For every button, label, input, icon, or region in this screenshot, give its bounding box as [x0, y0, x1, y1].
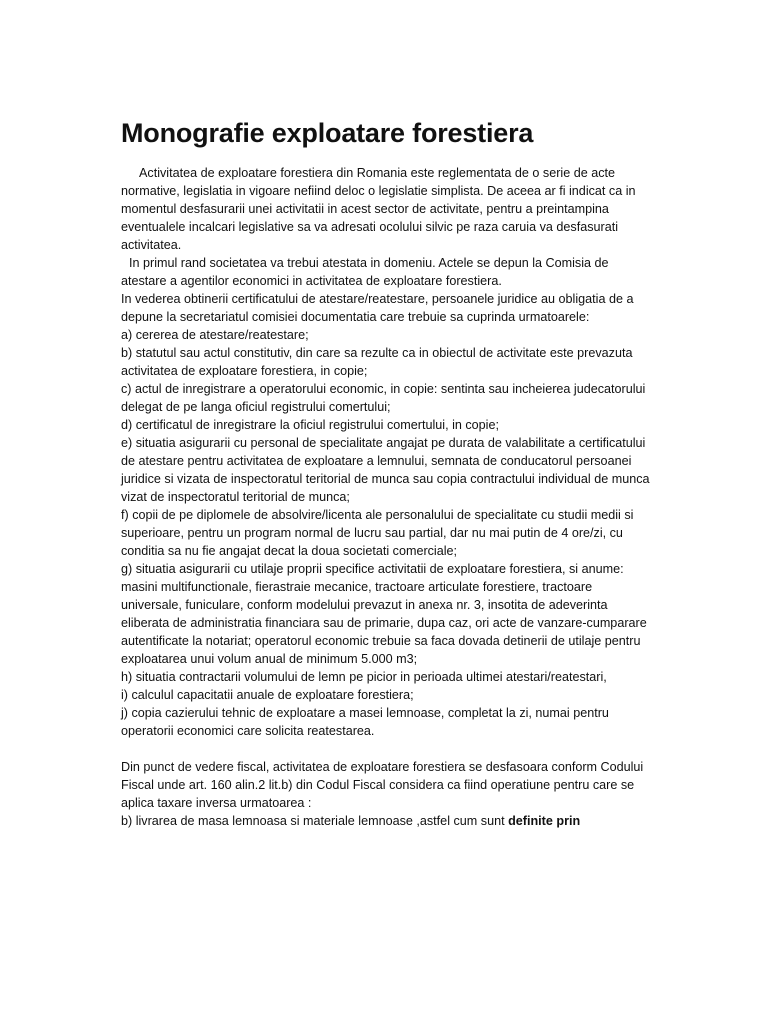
- list-item-g: g) situatia asigurarii cu utilaje proprii specifice activitatii de exploatare forestiera, si anume: masini multifunctionale, fierastraie mecanice, tractoare articulate forestiere, tractoare universale, funiculare, conform modelului prevazut in anexa nr. 3, insotita de adeverinta eliberata de administratia financiara sau de primarie, dupa caz, ori acte de vanzare-cumparare autentificate la notariat; operatorul economic trebuie sa faca dovada detinerii de utilaje pentru exploatarea unui volum anual de minimum 5.000 m3;: [121, 562, 647, 666]
- list-item-i: i) calculul capacitatii anuale de exploatare forestiera;: [121, 688, 414, 702]
- list-item-b: b) statutul sau actul constitutiv, din care sa rezulte ca in obiectul de activitate este prevazuta activitatea de exploatare forestiera, in copie;: [121, 346, 633, 378]
- document-content: [121, 116, 651, 830]
- intro-paragraph-1: Activitatea de exploatare forestiera din Romania este reglementata de o serie de acte normative, legislatia in vigoare nefiind deloc o legislatie simplista. De aceea ar fi indicat ca in momentul desfasurarii unei activitatii in acest sector de activitate, pentru a preintampina eventualele incalcari legislative sa va adresati ocolului silvic pe raza caruia va desfasurati activitatea.: [121, 166, 636, 252]
- list-item-h: h) situatia contractarii volumului de lemn pe picior in perioada ultimei atestari/reatestari,: [121, 670, 607, 684]
- fiscal-item-b: [121, 812, 651, 830]
- document-title: Monografie exploatare forestiera: [121, 118, 534, 148]
- list-item-c: c) actul de inregistrare a operatorului economic, in copie: sentinta sau incheierea judecatorului delegat de pe langa oficiul registrului comertului;: [121, 382, 646, 414]
- list-item-e: e) situatia asigurarii cu personal de specialitate angajat pe durata de valabilitate a certificatului de atestare pentru activitatea de exploatare a lemnului, semnata de conducatorul persoanei juridice si vizata de inspectoratul teritorial de munca sau copia contractului individual de munca vizat de inspectoratul teritorial de munca;: [121, 436, 650, 504]
- intro-paragraph-3: In vederea obtinerii certificatului de atestare/reatestare, persoanele juridice au obligatia de a depune la secretariatul comisiei documentatia care trebuie sa cuprinda urmatoarele:: [121, 292, 634, 324]
- list-item-j: j) copia cazierului tehnic de exploatare a masei lemnoase, completat la zi, numai pentru operatorii economici care solicita reatestarea.: [121, 706, 609, 738]
- fiscal-paragraph: Din punct de vedere fiscal, activitatea de exploatare forestiera se desfasoara conform Codului Fiscal unde art. 160 alin.2 lit.b) din Codul Fiscal considera ca fiind operatiune pentru care se aplica taxare inversa urmatoarea :: [121, 760, 644, 810]
- fiscal-item-b-bold-text: definite prin: [508, 814, 581, 828]
- list-item-a: a) cererea de atestare/reatestare;: [121, 328, 309, 342]
- list-item-f: f) copii de pe diplomele de absolvire/licenta ale personalului de specialitate cu studii medii si superioare, pentru un program normal de lucru sau partial, dar nu mai putin de 4 ore/zi, cu conditia sa nu fie angajat decat la doua societati comerciale;: [121, 508, 634, 558]
- intro-paragraph-2: In primul rand societatea va trebui atestata in domeniu. Actele se depun la Comisia de atestare a agentilor economici in activitatea de exploatare forestiera.: [121, 256, 609, 288]
- paragraph-spacer: [121, 740, 651, 758]
- document-body: [121, 164, 651, 830]
- fiscal-item-b-text: b) livrarea de masa lemnoasa si materiale lemnoase ,astfel cum sunt: [121, 814, 509, 828]
- list-item-d: d) certificatul de inregistrare la oficiul registrului comertului, in copie;: [121, 418, 499, 432]
